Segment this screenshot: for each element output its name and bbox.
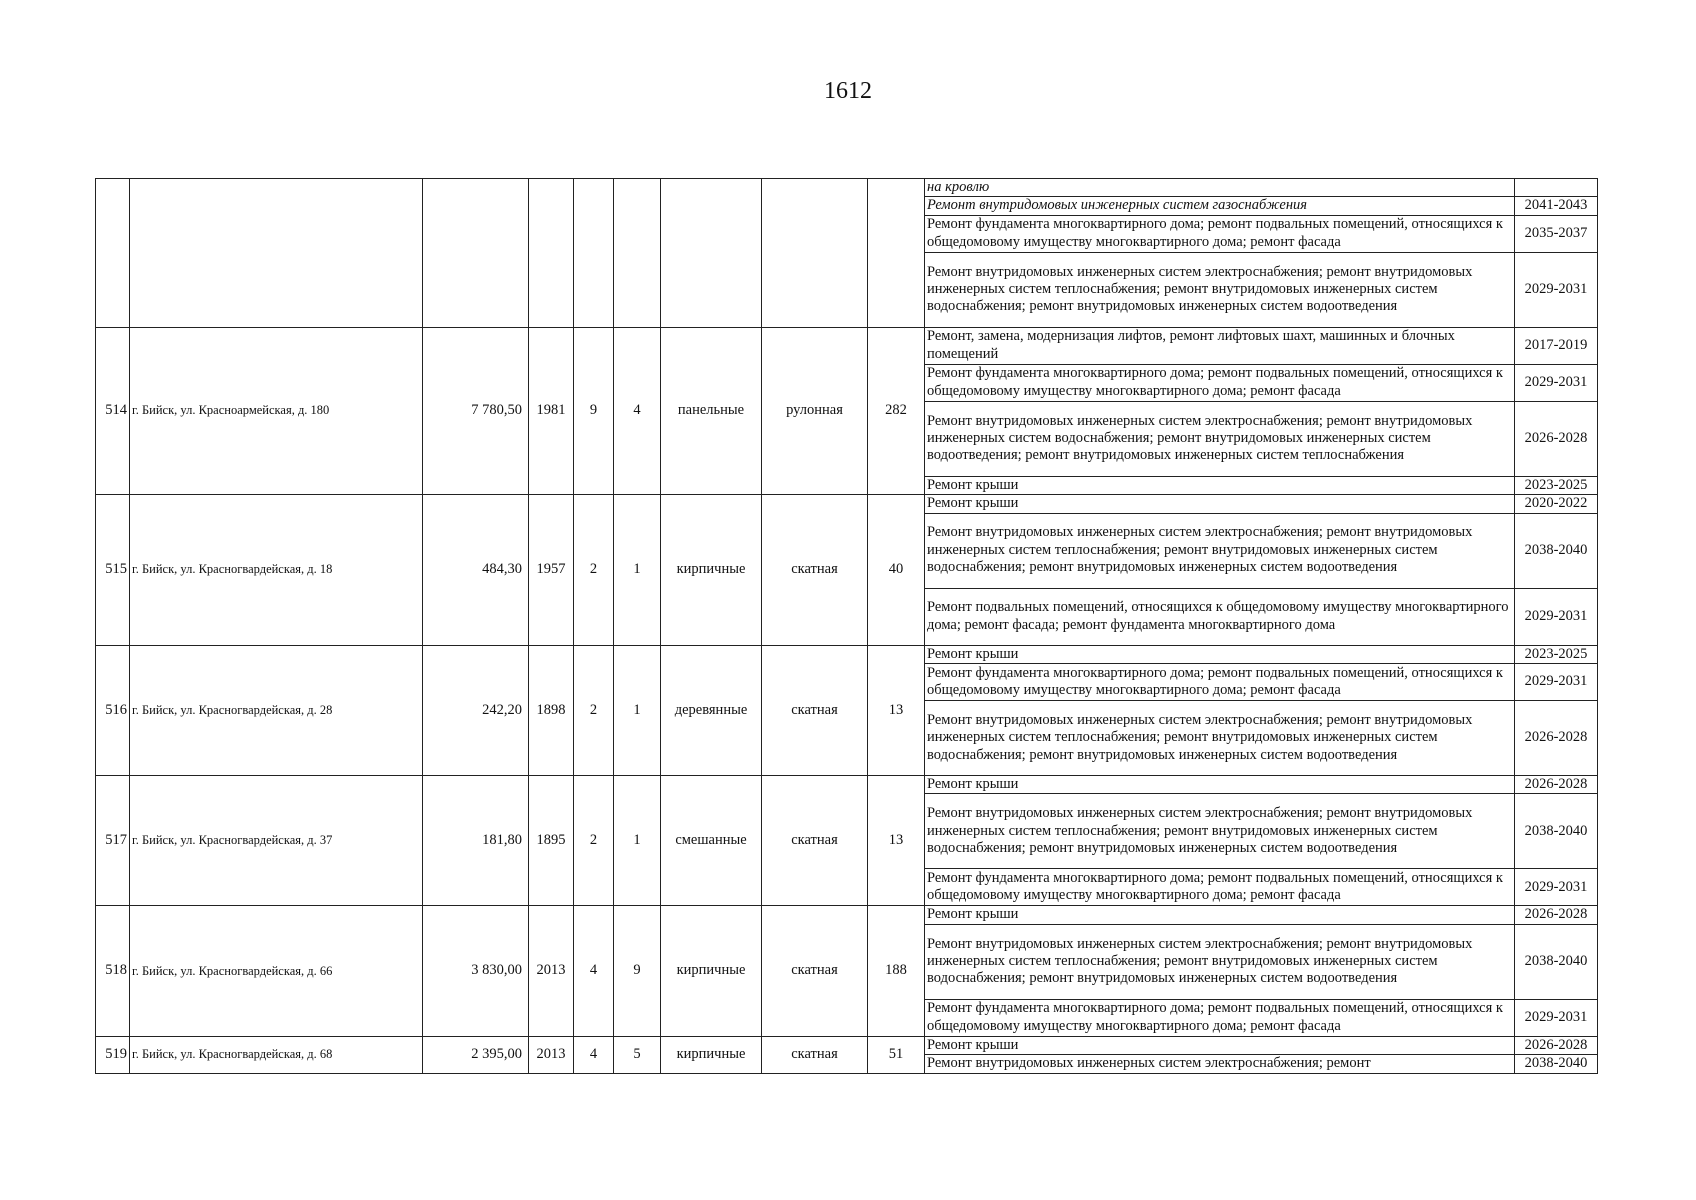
entrance-count: 4 <box>614 327 661 494</box>
work-period: 2038-2040 <box>1515 924 1598 999</box>
empty-cell <box>614 179 661 328</box>
repair-schedule-table <box>95 178 1598 1074</box>
work-period: 2017-2019 <box>1515 327 1598 364</box>
construction-year: 2013 <box>529 906 574 1036</box>
work-period: 2029-2031 <box>1515 588 1598 645</box>
work-period: 2023-2025 <box>1515 645 1598 663</box>
floor-count: 2 <box>574 645 614 775</box>
entrance-count: 1 <box>614 645 661 775</box>
empty-cell <box>574 179 614 328</box>
building-address: г. Бийск, ул. Красноармейская, д. 180 <box>130 327 423 494</box>
entrance-count: 9 <box>614 906 661 1036</box>
resident-count: 51 <box>868 1036 925 1073</box>
work-period: 2026-2028 <box>1515 775 1598 793</box>
work-description: Ремонт фундамента многоквартирного дома; ремонт подвальных помещений, относящихся к общедомовому имуществу многоквартирного дома; ремонт фасада <box>925 663 1515 700</box>
row-number: 514 <box>96 327 130 494</box>
table-row <box>96 327 1598 364</box>
work-description: Ремонт внутридомовых инженерных систем электроснабжения; ремонт внутридомовых инженерных систем теплоснабжения; ремонт внутридомовых инженерных систем водоснабжения; ремонт внутридомовых инженерных систем водоотведения <box>925 700 1515 775</box>
work-description: Ремонт крыши <box>925 1036 1515 1054</box>
wall-material: деревянные <box>661 645 762 775</box>
table-row <box>96 179 1598 197</box>
roof-type: скатная <box>762 1036 868 1073</box>
wall-material: смешанные <box>661 775 762 905</box>
work-description: Ремонт внутридомовых инженерных систем электроснабжения; ремонт внутридомовых инженерных систем теплоснабжения; ремонт внутридомовых инженерных систем водоснабжения; ремонт внутридомовых инженерных систем водоотведения <box>925 924 1515 999</box>
empty-cell <box>423 179 529 328</box>
empty-cell <box>762 179 868 328</box>
work-period: 2029-2031 <box>1515 252 1598 327</box>
work-period <box>1515 179 1598 197</box>
floor-count: 4 <box>574 1036 614 1073</box>
roof-type: скатная <box>762 775 868 905</box>
floor-count: 4 <box>574 906 614 1036</box>
building-area: 3 830,00 <box>423 906 529 1036</box>
roof-type: скатная <box>762 906 868 1036</box>
building-address: г. Бийск, ул. Красногвардейская, д. 68 <box>130 1036 423 1073</box>
work-period: 2026-2028 <box>1515 1036 1598 1054</box>
wall-material: панельные <box>661 327 762 494</box>
building-address: г. Бийск, ул. Красногвардейская, д. 28 <box>130 645 423 775</box>
table-row <box>96 906 1598 924</box>
table-row <box>96 775 1598 793</box>
empty-cell <box>868 179 925 328</box>
resident-count: 40 <box>868 495 925 645</box>
work-description: на кровлю <box>925 179 1515 197</box>
roof-type: скатная <box>762 495 868 645</box>
work-period: 2026-2028 <box>1515 401 1598 476</box>
work-description: Ремонт крыши <box>925 775 1515 793</box>
floor-count: 9 <box>574 327 614 494</box>
resident-count: 188 <box>868 906 925 1036</box>
wall-material: кирпичные <box>661 906 762 1036</box>
work-description: Ремонт фундамента многоквартирного дома; ремонт подвальных помещений, относящихся к общедомовому имуществу многоквартирного дома; ремонт фасада <box>925 364 1515 401</box>
work-description: Ремонт крыши <box>925 645 1515 663</box>
table-row <box>96 1036 1598 1054</box>
entrance-count: 1 <box>614 775 661 905</box>
work-description: Ремонт фундамента многоквартирного дома; ремонт подвальных помещений, относящихся к общедомовому имуществу многоквартирного дома; ремонт фасада <box>925 999 1515 1036</box>
work-description: Ремонт фундамента многоквартирного дома; ремонт подвальных помещений, относящихся к общедомовому имуществу многоквартирного дома; ремонт фасада <box>925 215 1515 252</box>
construction-year: 1957 <box>529 495 574 645</box>
resident-count: 13 <box>868 775 925 905</box>
work-description: Ремонт внутридомовых инженерных систем электроснабжения; ремонт внутридомовых инженерных систем теплоснабжения; ремонт внутридомовых инженерных систем водоснабжения; ремонт внутридомовых инженерных систем водоотведения <box>925 794 1515 869</box>
work-period: 2038-2040 <box>1515 513 1598 588</box>
floor-count: 2 <box>574 775 614 905</box>
work-description: Ремонт внутридомовых инженерных систем электроснабжения; ремонт внутридомовых инженерных систем водоснабжения; ремонт внутридомовых инженерных систем водоотведения; ремонт внутридомовых инженерных систем теплоснабжения <box>925 401 1515 476</box>
building-area: 484,30 <box>423 495 529 645</box>
building-area: 2 395,00 <box>423 1036 529 1073</box>
row-number: 519 <box>96 1036 130 1073</box>
entrance-count: 1 <box>614 495 661 645</box>
empty-cell <box>130 179 423 328</box>
page-number: 1612 <box>824 78 872 104</box>
construction-year: 2013 <box>529 1036 574 1073</box>
construction-year: 1981 <box>529 327 574 494</box>
building-address: г. Бийск, ул. Красногвардейская, д. 18 <box>130 495 423 645</box>
row-number: 516 <box>96 645 130 775</box>
work-period: 2029-2031 <box>1515 999 1598 1036</box>
building-area: 7 780,50 <box>423 327 529 494</box>
table-row <box>96 645 1598 663</box>
work-period: 2020-2022 <box>1515 495 1598 513</box>
work-period: 2029-2031 <box>1515 663 1598 700</box>
work-description: Ремонт внутридомовых инженерных систем электроснабжения; ремонт <box>925 1055 1515 1073</box>
row-number: 515 <box>96 495 130 645</box>
work-description: Ремонт подвальных помещений, относящихся к общедомовому имуществу многоквартирного дома; ремонт фасада; ремонт фундамента многоквартирного дома <box>925 588 1515 645</box>
work-description: Ремонт внутридомовых инженерных систем газоснабжения <box>925 197 1515 215</box>
work-description: Ремонт внутридомовых инженерных систем электроснабжения; ремонт внутридомовых инженерных систем теплоснабжения; ремонт внутридомовых инженерных систем водоснабжения; ремонт внутридомовых инженерных систем водоотведения <box>925 252 1515 327</box>
row-number: 518 <box>96 906 130 1036</box>
building-address: г. Бийск, ул. Красногвардейская, д. 37 <box>130 775 423 905</box>
work-description: Ремонт, замена, модернизация лифтов, ремонт лифтовых шахт, машинных и блочных помещений <box>925 327 1515 364</box>
entrance-count: 5 <box>614 1036 661 1073</box>
work-description: Ремонт внутридомовых инженерных систем электроснабжения; ремонт внутридомовых инженерных систем теплоснабжения; ремонт внутридомовых инженерных систем водоснабжения; ремонт внутридомовых инженерных систем водоотведения <box>925 513 1515 588</box>
roof-type: рулонная <box>762 327 868 494</box>
work-period: 2035-2037 <box>1515 215 1598 252</box>
empty-cell <box>661 179 762 328</box>
work-description: Ремонт крыши <box>925 495 1515 513</box>
work-period: 2038-2040 <box>1515 794 1598 869</box>
building-area: 181,80 <box>423 775 529 905</box>
wall-material: кирпичные <box>661 1036 762 1073</box>
resident-count: 13 <box>868 645 925 775</box>
empty-cell <box>529 179 574 328</box>
row-number: 517 <box>96 775 130 905</box>
construction-year: 1895 <box>529 775 574 905</box>
building-address: г. Бийск, ул. Красногвардейская, д. 66 <box>130 906 423 1036</box>
table-row <box>96 495 1598 513</box>
work-description: Ремонт крыши <box>925 906 1515 924</box>
work-period: 2023-2025 <box>1515 476 1598 494</box>
work-period: 2041-2043 <box>1515 197 1598 215</box>
floor-count: 2 <box>574 495 614 645</box>
work-description: Ремонт фундамента многоквартирного дома; ремонт подвальных помещений, относящихся к общедомовому имуществу многоквартирного дома; ремонт фасада <box>925 869 1515 906</box>
construction-year: 1898 <box>529 645 574 775</box>
work-period: 2029-2031 <box>1515 364 1598 401</box>
work-period: 2038-2040 <box>1515 1055 1598 1073</box>
work-period: 2026-2028 <box>1515 906 1598 924</box>
work-period: 2029-2031 <box>1515 869 1598 906</box>
building-area: 242,20 <box>423 645 529 775</box>
wall-material: кирпичные <box>661 495 762 645</box>
work-period: 2026-2028 <box>1515 700 1598 775</box>
roof-type: скатная <box>762 645 868 775</box>
empty-cell <box>96 179 130 328</box>
resident-count: 282 <box>868 327 925 494</box>
work-description: Ремонт крыши <box>925 476 1515 494</box>
